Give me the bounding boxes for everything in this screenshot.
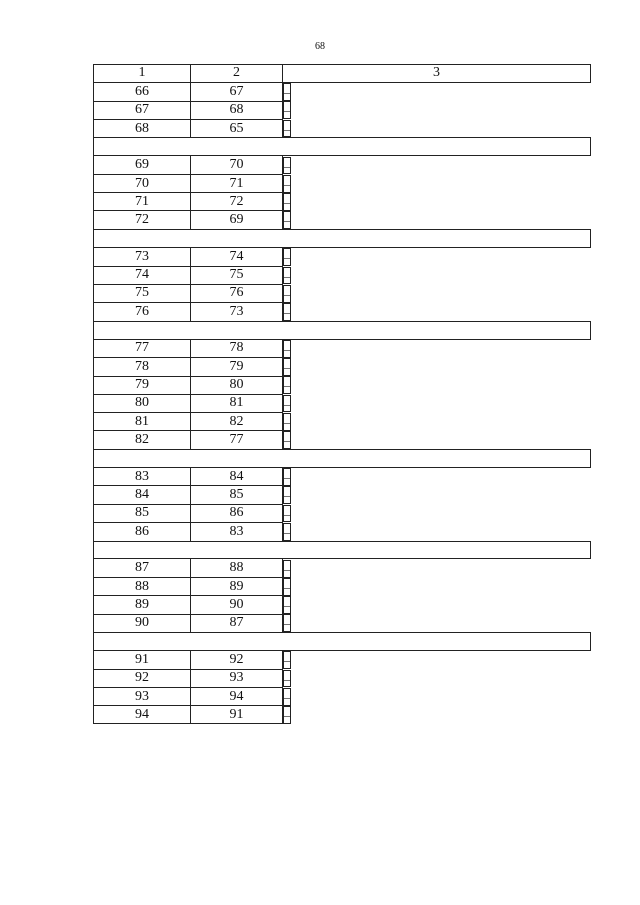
table-row xyxy=(94,596,591,614)
table-cell-col1: 81 xyxy=(94,412,191,430)
table-cell-col2: 83 xyxy=(191,522,283,541)
table-cell-col1: 85 xyxy=(94,504,191,522)
group-separator-row xyxy=(94,230,591,248)
table-cell-col2: 81 xyxy=(191,394,283,412)
table-cell-col3: – xyxy=(284,250,290,265)
table-cell-col1: 75 xyxy=(94,284,191,302)
table-cell-col3: – xyxy=(284,176,290,191)
table-body xyxy=(94,65,591,724)
table-row xyxy=(94,412,591,430)
table-row xyxy=(94,522,591,541)
table-cell-col1: 66 xyxy=(94,82,191,101)
table-cell-col1: 89 xyxy=(94,596,191,614)
table-row xyxy=(94,174,591,192)
table-cell-col2: 76 xyxy=(191,284,283,302)
table-cell-col2: 77 xyxy=(191,431,283,450)
table-row xyxy=(94,339,591,358)
table-cell-col1: 88 xyxy=(94,578,191,596)
table-cell-col1: 86 xyxy=(94,522,191,541)
table-cell-col2: 92 xyxy=(191,651,283,670)
table-row xyxy=(94,651,591,670)
table-row xyxy=(94,706,591,724)
table-cell-col2: 75 xyxy=(191,266,283,284)
table-row xyxy=(94,394,591,412)
table-cell-col3: – xyxy=(284,378,290,393)
table-cell-col1: 83 xyxy=(94,467,191,486)
table-cell-col2: 82 xyxy=(191,412,283,430)
group-separator-row xyxy=(94,633,591,651)
table-row xyxy=(94,504,591,522)
table-cell-col3: – xyxy=(284,121,290,136)
table-cell-col1: 73 xyxy=(94,247,191,266)
table-cell-col3: – xyxy=(284,268,290,283)
table-cell-col1: 70 xyxy=(94,174,191,192)
table-row xyxy=(94,486,591,504)
table-cell-col3: – xyxy=(284,671,290,686)
table-cell-col1: 74 xyxy=(94,266,191,284)
page-number: 68 xyxy=(315,41,325,52)
table-cell-col2: 73 xyxy=(191,303,283,322)
table-cell-col3: – xyxy=(284,85,290,100)
table-cell-col2: 65 xyxy=(191,119,283,138)
table-cell-col3: – xyxy=(284,653,290,668)
table-cell-col1: 93 xyxy=(94,687,191,705)
table-cell-col1: 87 xyxy=(94,559,191,578)
table-cell-col3: – xyxy=(284,616,290,631)
table-row xyxy=(94,376,591,394)
header-cell-1: 1 xyxy=(94,65,191,83)
table-cell-col1: 90 xyxy=(94,614,191,633)
table-cell-col3: – xyxy=(284,414,290,429)
table-cell-col2: 90 xyxy=(191,596,283,614)
table-cell-col2: 71 xyxy=(191,174,283,192)
table-cell-col1: 92 xyxy=(94,669,191,687)
table-row xyxy=(94,247,591,266)
table-cell-col2: 68 xyxy=(191,101,283,119)
group-separator-cell xyxy=(94,321,591,339)
group-separator-row xyxy=(94,138,591,156)
table-row xyxy=(94,303,591,322)
table-cell-col3: – xyxy=(284,342,290,357)
group-separator-cell xyxy=(94,230,591,248)
table-cell-col2: 70 xyxy=(191,156,283,175)
table-cell-col1: 78 xyxy=(94,358,191,376)
table-cell-col3: – xyxy=(284,433,290,448)
table-cell-col3: – xyxy=(284,286,290,301)
table-cell-col1: 80 xyxy=(94,394,191,412)
table-row xyxy=(94,193,591,211)
table-row xyxy=(94,119,591,138)
table-row xyxy=(94,266,591,284)
table-cell-col1: 79 xyxy=(94,376,191,394)
group-separator-cell xyxy=(94,449,591,467)
table-row xyxy=(94,467,591,486)
table-cell-col1: 84 xyxy=(94,486,191,504)
table-row xyxy=(94,211,591,230)
table-cell-col3: – xyxy=(284,506,290,521)
table-cell-col2: 93 xyxy=(191,669,283,687)
table-cell-col2: 94 xyxy=(191,687,283,705)
table-cell-col3: – xyxy=(284,524,290,539)
table-cell-col3: – xyxy=(284,488,290,503)
table-cell-col2: 91 xyxy=(191,706,283,724)
table-cell-col2: 86 xyxy=(191,504,283,522)
table-cell-col1: 82 xyxy=(94,431,191,450)
table-cell-col1: 94 xyxy=(94,706,191,724)
table-cell-col1: 77 xyxy=(94,339,191,358)
group-separator-cell xyxy=(94,138,591,156)
group-separator-cell xyxy=(94,633,591,651)
table-cell-col3: – xyxy=(284,305,290,319)
data-table xyxy=(93,64,591,724)
table-row xyxy=(94,101,591,119)
table-cell-col1: 68 xyxy=(94,119,191,138)
group-separator-cell xyxy=(94,541,591,559)
table-cell-col3: – xyxy=(284,561,290,576)
table-cell-col2: 79 xyxy=(191,358,283,376)
table-cell-col1: 72 xyxy=(94,211,191,230)
table-row xyxy=(94,431,591,450)
table-cell-col1: 71 xyxy=(94,193,191,211)
table-row xyxy=(94,284,591,302)
table-cell-col1: 69 xyxy=(94,156,191,175)
table-cell-col2: 80 xyxy=(191,376,283,394)
group-separator-row xyxy=(94,321,591,339)
table-cell-col3: – xyxy=(284,708,290,723)
table-cell-col1: 67 xyxy=(94,101,191,119)
table-cell-col2: 87 xyxy=(191,614,283,633)
table-row xyxy=(94,614,591,633)
table-cell-col3: – xyxy=(284,598,290,613)
table-cell-col2: 88 xyxy=(191,559,283,578)
table-cell-col3: – xyxy=(284,103,290,118)
table-cell-col3: – xyxy=(284,689,290,704)
table-cell-col2: 69 xyxy=(191,211,283,230)
table-cell-col2: 89 xyxy=(191,578,283,596)
table-cell-col3: – xyxy=(284,158,290,173)
data-table-container xyxy=(93,64,591,724)
header-cell-2: 2 xyxy=(191,65,283,83)
table-row xyxy=(94,669,591,687)
table-cell-col2: 72 xyxy=(191,193,283,211)
group-separator-row xyxy=(94,449,591,467)
table-cell-col3: – xyxy=(284,396,290,411)
table-row xyxy=(94,358,591,376)
group-separator-row xyxy=(94,541,591,559)
table-cell-col1: 76 xyxy=(94,303,191,322)
table-cell-col2: 84 xyxy=(191,467,283,486)
table-cell-col3: – xyxy=(284,580,290,595)
header-cell-3: 3 xyxy=(283,65,591,83)
table-cell-col2: 85 xyxy=(191,486,283,504)
table-row xyxy=(94,156,591,175)
table-cell-col2: 78 xyxy=(191,339,283,358)
table-cell-col3: – xyxy=(284,360,290,375)
table-cell-col3: – xyxy=(284,470,290,485)
table-cell-col3: – xyxy=(284,213,290,228)
table-cell-col1: 91 xyxy=(94,651,191,670)
table-row xyxy=(94,82,591,101)
table-cell-col2: 74 xyxy=(191,247,283,266)
table-cell-col2: 67 xyxy=(191,82,283,101)
table-row xyxy=(94,687,591,705)
table-header-row xyxy=(94,65,591,83)
table-row xyxy=(94,578,591,596)
table-row xyxy=(94,559,591,578)
table-cell-col3: – xyxy=(284,195,290,210)
